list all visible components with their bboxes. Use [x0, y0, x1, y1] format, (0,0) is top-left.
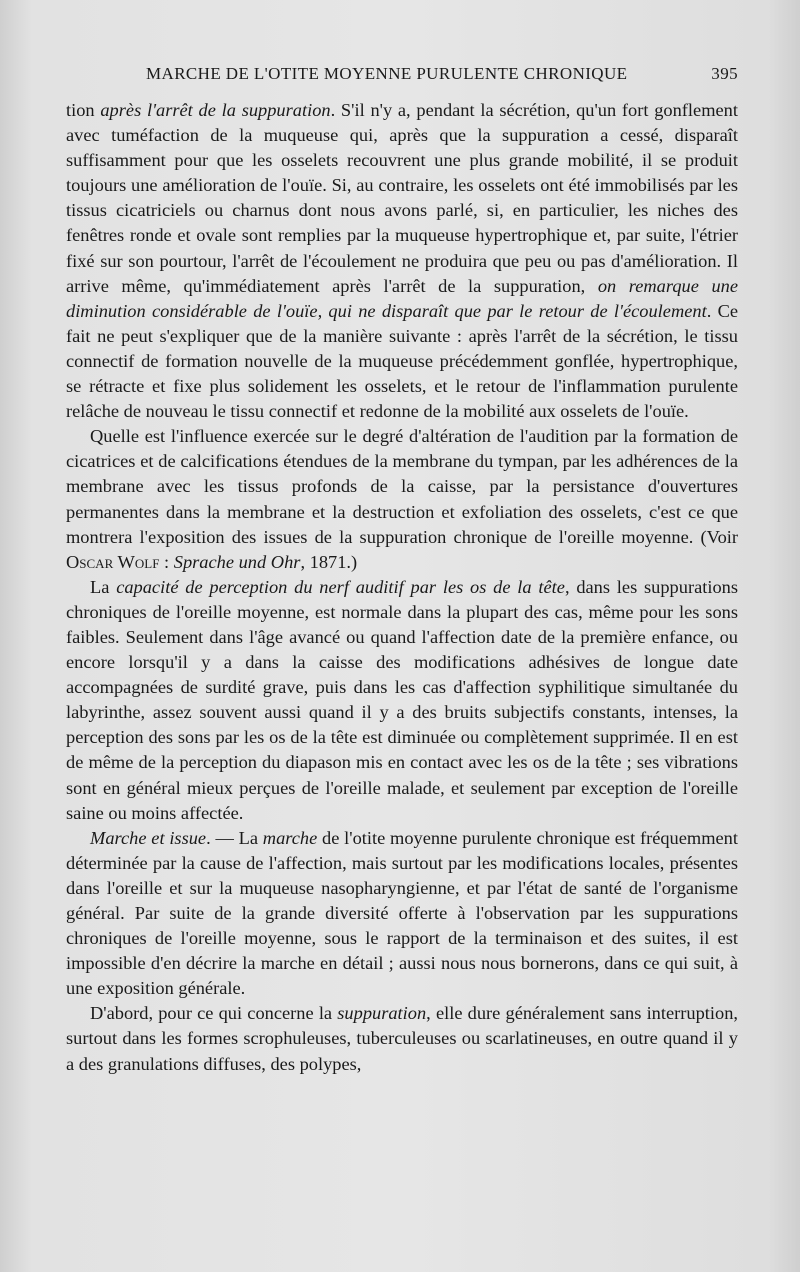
text-span: . S'il n'y a, pendant la sécrétion, qu'un fort gonflement avec tuméfaction de la muqueuse qui, après que la suppuration a cessé, disparaît suffisamment pour que les osselets recouvrent une plus grande mobilité, il se produit toujours une amélioration de l'ouïe. Si, au contraire, les osselets ont été immobilisés par les tissus cicatriciels ou charnus dont nous avons parlé, si, en particulier, les niches des fenêtres ronde et ovale sont remplies par la muqueuse hypertrophique et, par suite, l'étrier fixé sur son pourtour, l'arrêt de l'écoulement ne produira que peu ou pas d'amélioration. Il arrive même, qu'immédiatement après l'arrêt de la suppuration, — [66, 100, 738, 296]
paragraph-1 — [66, 98, 738, 424]
paragraph-3 — [66, 575, 738, 826]
book-title: Sprache und Ohr — [173, 551, 301, 572]
text-span: . — La — [206, 827, 263, 848]
text-span: La — [90, 576, 117, 597]
page-header — [66, 64, 738, 90]
body-text — [66, 98, 738, 1077]
text-span: D'abord, pour ce qui concerne la — [90, 1003, 338, 1024]
paragraph-5 — [66, 1001, 738, 1076]
author-name: Oscar Wolf — [66, 551, 160, 572]
paragraph-2 — [66, 424, 738, 575]
text-span: , elle dure généralement sans interruption, surtout dans les formes scrophuleuses, tuberculeuses ou scarlatineuses, en outre quand il y a des granulations diffuses, des polypes, — [66, 1003, 738, 1074]
italic-span: capacité de perception du nerf auditif par les os de la tête — [116, 576, 565, 597]
text-span: Quelle est l'influence exercée sur le degré d'altération de l'audition par la formation de cicatrices et de calcifications étendues de la membrane du tympan, par les adhérences de la membrane avec les tissus profonds de la caisse, par la persistance d'ouvertures permanentes dans la membrane et la destruction et exfoliation des osselets, c'est ce que montrera l'exposition des issues de la suppuration chronique de l'oreille moyenne. (Voir — [66, 426, 738, 547]
italic-span: on remarque une diminution considérable de l'ouïe, qui ne disparaît que par le retour de l'écoulement — [66, 275, 738, 321]
page-number: 395 — [711, 64, 738, 83]
italic-span: suppuration — [337, 1003, 427, 1024]
text-span: . Ce fait ne peut s'expliquer que de la manière suivante : après l'arrêt de la sécrétion, le tissu connectif de formation nouvelle de la muqueuse précédemment gonflée, hypertrophique, se rétracte et fixe plus solidement les osselets, et le retour de l'inflammation purulente relâche de nouveau le tissu connectif et redonne de la mobilité aux osselets de l'ouïe. — [66, 300, 739, 422]
text-span: de l'otite moyenne purulente chronique est fréquemment déterminée par la cause de l'affection, mais surtout par les modifications locales, présentes dans l'oreille et sur la muqueuse nasopharyngienne, et par l'état de santé de l'organisme général. Par suite de la grande diversité offerte à l'observation par les suppurations chroniques de l'oreille moyenne, sous le rapport de la terminaison et des suites, il est impossible d'en décrire la marche en détail ; aussi nous nous bornerons, dans ce qui suit, à une exposition générale. — [66, 827, 738, 999]
text-span: tion — [66, 100, 101, 120]
running-title: MARCHE DE L'OTITE MOYENNE PURULENTE CHRONIQUE — [146, 64, 628, 83]
italic-span: après l'arrêt de la suppuration — [100, 100, 331, 120]
italic-span: marche — [262, 827, 318, 848]
section-heading: Marche et issue — [90, 827, 207, 848]
text-span: , dans les suppurations chroniques de l'oreille moyenne, est normale dans la plupart des cas, même pour les sons faibles. Seulement dans l'âge avancé ou quand l'affection date de la première enfance, ou encore lorsqu'il y a dans la caisse des modifications adhésives de longue date accompagnées de surdité grave, puis dans les cas d'affection syphilitique simultanée du labyrinthe, assez souvent aussi quand il y a des bruits subjectifs constants, intenses, la perception des sons par les os de la tête est diminuée ou complètement supprimée. Il en est de même de la perception du diapason mis en contact avec les os de la tête ; ses vibrations sont en général mieux perçues de l'oreille malade, et seulement par exception de l'oreille saine ou moins affectée. — [66, 576, 738, 823]
paragraph-4 — [66, 826, 738, 1002]
text-span: : — [159, 551, 174, 572]
text-span: , 1871.) — [300, 551, 358, 572]
